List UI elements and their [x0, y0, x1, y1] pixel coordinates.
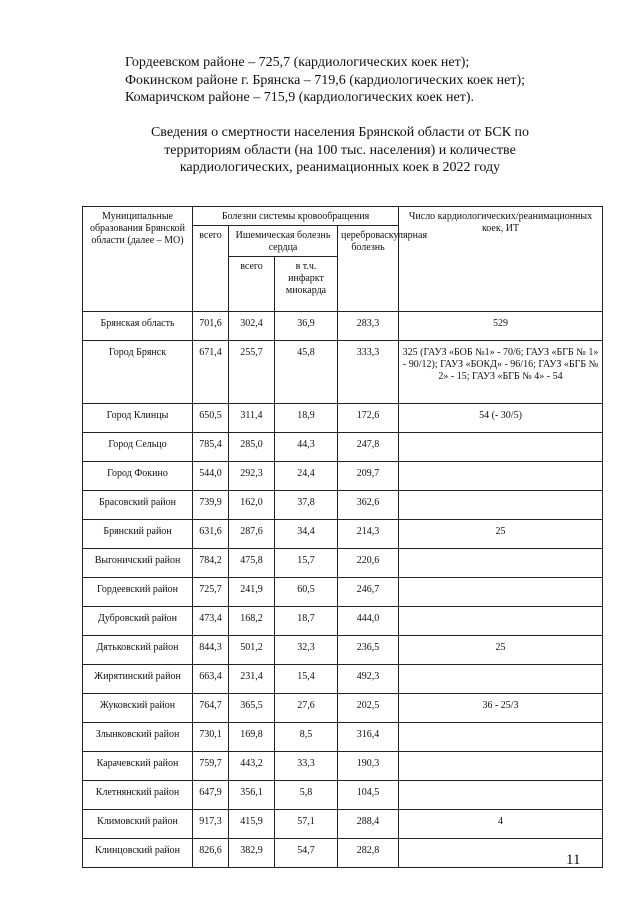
cell-beds: 36 - 25/3: [399, 694, 603, 723]
cell-beds: [399, 781, 603, 810]
cell-mi: 60,5: [275, 578, 338, 607]
cell-mi: 18,7: [275, 607, 338, 636]
table-row: [83, 491, 603, 520]
cell-total: 647,9: [193, 781, 229, 810]
cell-cerebro: 209,7: [338, 462, 399, 491]
cell-ihd: 415,9: [229, 810, 275, 839]
table-row: [83, 607, 603, 636]
header-beds: Число кардиологических/реанимационных коек, ИТ: [399, 207, 603, 312]
cell-mi: 37,8: [275, 491, 338, 520]
table-row: [83, 520, 603, 549]
table-row: [83, 549, 603, 578]
table-row: [83, 810, 603, 839]
cell-cerebro: 236,5: [338, 636, 399, 665]
cell-cerebro: 104,5: [338, 781, 399, 810]
cell-beds: 4: [399, 810, 603, 839]
cell-mi: 32,3: [275, 636, 338, 665]
table-row: [83, 694, 603, 723]
cell-beds: [399, 723, 603, 752]
title-line: территориям области (на 100 тыс. населения) и количестве: [164, 142, 516, 158]
page-number: 11: [566, 852, 581, 868]
title-line: Сведения о смертности населения Брянской области от БСК по: [150, 125, 530, 140]
cell-total: 917,3: [193, 810, 229, 839]
cell-total: 739,9: [193, 491, 229, 520]
cell-mi: 36,9: [275, 312, 338, 341]
table-row: [83, 462, 603, 491]
cell-ihd: 287,6: [229, 520, 275, 549]
cell-beds: 25: [399, 520, 603, 549]
cell-total: 826,6: [193, 839, 229, 868]
cell-ihd: 162,0: [229, 491, 275, 520]
header-ihd-total: всего: [229, 257, 275, 312]
cell-ihd: 302,4: [229, 312, 275, 341]
cell-mi: 8,5: [275, 723, 338, 752]
cell-beds: 54 (- 30/5): [399, 404, 603, 433]
cell-beds: [399, 462, 603, 491]
cell-mo: Город Фокино: [83, 462, 193, 491]
cell-cerebro: 492,3: [338, 665, 399, 694]
title-line: кардиологических, реанимационных коек в 2022 году: [179, 160, 501, 175]
table-row: [83, 636, 603, 665]
cell-mi: 27,6: [275, 694, 338, 723]
header-mi: в т.ч. инфаркт миокарда: [275, 257, 338, 312]
cell-beds: 529: [399, 312, 603, 341]
cell-ihd: 475,8: [229, 549, 275, 578]
cell-mo: Город Клинцы: [83, 404, 193, 433]
header-total: всего: [193, 226, 229, 312]
cell-mi: 57,1: [275, 810, 338, 839]
table-row: [83, 578, 603, 607]
cell-mo: Брянский район: [83, 520, 193, 549]
cell-mo: Клетнянский район: [83, 781, 193, 810]
cell-ihd: 292,3: [229, 462, 275, 491]
cell-cerebro: 316,4: [338, 723, 399, 752]
intro-line: Гордеевском районе – 725,7 (кардиологических коек нет);: [125, 55, 470, 70]
cell-total: 631,6: [193, 520, 229, 549]
cell-cerebro: 220,6: [338, 549, 399, 578]
cell-beds: 25: [399, 636, 603, 665]
cell-mo: Жирятинский район: [83, 665, 193, 694]
cell-ihd: 168,2: [229, 607, 275, 636]
cell-mi: 34,4: [275, 520, 338, 549]
cell-total: 725,7: [193, 578, 229, 607]
cell-mi: 15,4: [275, 665, 338, 694]
cell-mo: Злынковский район: [83, 723, 193, 752]
table-body: [83, 312, 603, 868]
header-ihd: Ишемическая болезнь сердца: [229, 226, 338, 257]
cell-mo: Дятьковский район: [83, 636, 193, 665]
cell-mo: Карачевский район: [83, 752, 193, 781]
header-bsk: Болезни системы кровообращения: [193, 207, 399, 226]
cell-cerebro: 190,3: [338, 752, 399, 781]
cell-beds: [399, 607, 603, 636]
table-title: [100, 124, 580, 177]
cell-total: 764,7: [193, 694, 229, 723]
intro-line: Комаричском районе – 715,9 (кардиологических коек нет).: [125, 90, 475, 105]
cell-total: 759,7: [193, 752, 229, 781]
cell-cerebro: 247,8: [338, 433, 399, 462]
cell-ihd: 169,8: [229, 723, 275, 752]
cell-ihd: 356,1: [229, 781, 275, 810]
mortality-table: [82, 206, 603, 868]
cell-mo: Город Сельцо: [83, 433, 193, 462]
cell-total: 473,4: [193, 607, 229, 636]
cell-ihd: 231,4: [229, 665, 275, 694]
cell-total: 701,6: [193, 312, 229, 341]
cell-total: 544,0: [193, 462, 229, 491]
cell-beds: [399, 491, 603, 520]
cell-cerebro: 333,3: [338, 341, 399, 404]
cell-cerebro: 214,3: [338, 520, 399, 549]
cell-cerebro: 282,8: [338, 839, 399, 868]
cell-beds: [399, 549, 603, 578]
cell-mo: Брянская область: [83, 312, 193, 341]
cell-beds: [399, 578, 603, 607]
cell-ihd: 241,9: [229, 578, 275, 607]
cell-ihd: 255,7: [229, 341, 275, 404]
table-row: [83, 665, 603, 694]
cell-mi: 18,9: [275, 404, 338, 433]
cell-total: 844,3: [193, 636, 229, 665]
table-row: [83, 723, 603, 752]
table-row: [83, 752, 603, 781]
cell-beds: [399, 433, 603, 462]
cell-mo: Выгоничский район: [83, 549, 193, 578]
cell-cerebro: 288,4: [338, 810, 399, 839]
cell-mo: Дубровский район: [83, 607, 193, 636]
cell-mi: 54,7: [275, 839, 338, 868]
cell-mi: 44,3: [275, 433, 338, 462]
cell-cerebro: 172,6: [338, 404, 399, 433]
cell-cerebro: 202,5: [338, 694, 399, 723]
table-row: [83, 781, 603, 810]
cell-ihd: 311,4: [229, 404, 275, 433]
cell-total: 663,4: [193, 665, 229, 694]
cell-mo: Климовский район: [83, 810, 193, 839]
cell-ihd: 501,2: [229, 636, 275, 665]
cell-total: 785,4: [193, 433, 229, 462]
cell-total: 730,1: [193, 723, 229, 752]
cell-mo: Брасовский район: [83, 491, 193, 520]
cell-total: 784,2: [193, 549, 229, 578]
cell-cerebro: 283,3: [338, 312, 399, 341]
table-row: [83, 404, 603, 433]
cell-ihd: 285,0: [229, 433, 275, 462]
cell-ihd: 382,9: [229, 839, 275, 868]
cell-mo: Жуковский район: [83, 694, 193, 723]
cell-mo: Клинцовский район: [83, 839, 193, 868]
cell-beds: [399, 665, 603, 694]
intro-line: Фокинском районе г. Брянска – 719,6 (кардиологических коек нет);: [125, 72, 526, 88]
cell-mi: 24,4: [275, 462, 338, 491]
cell-mo: Гордеевский район: [83, 578, 193, 607]
cell-total: 650,5: [193, 404, 229, 433]
cell-ihd: 365,5: [229, 694, 275, 723]
table-row: [83, 433, 603, 462]
cell-ihd: 443,2: [229, 752, 275, 781]
header-cerebro: цереброваскулярная болезнь: [338, 226, 399, 312]
cell-mi: 45,8: [275, 341, 338, 404]
cell-beds: 325 (ГАУЗ «БОБ №1» - 70/6; ГАУЗ «БГБ № 1» - 90/12); ГАУЗ «БОКД» - 96/16; ГАУЗ «БГБ № 2» - 15; ГАУЗ «БГБ № 4» - 54: [399, 341, 603, 404]
cell-cerebro: 246,7: [338, 578, 399, 607]
cell-total: 671,4: [193, 341, 229, 404]
intro-paragraph: [125, 54, 525, 107]
cell-mi: 5,8: [275, 781, 338, 810]
cell-cerebro: 362,6: [338, 491, 399, 520]
table-row: [83, 341, 603, 404]
cell-cerebro: 444,0: [338, 607, 399, 636]
cell-mi: 15,7: [275, 549, 338, 578]
cell-mo: Город Брянск: [83, 341, 193, 404]
table-row: [83, 839, 603, 868]
table-row: [83, 312, 603, 341]
header-mo: Муниципальные образования Брянской области (далее – МО): [83, 207, 193, 312]
cell-mi: 33,3: [275, 752, 338, 781]
cell-beds: [399, 752, 603, 781]
